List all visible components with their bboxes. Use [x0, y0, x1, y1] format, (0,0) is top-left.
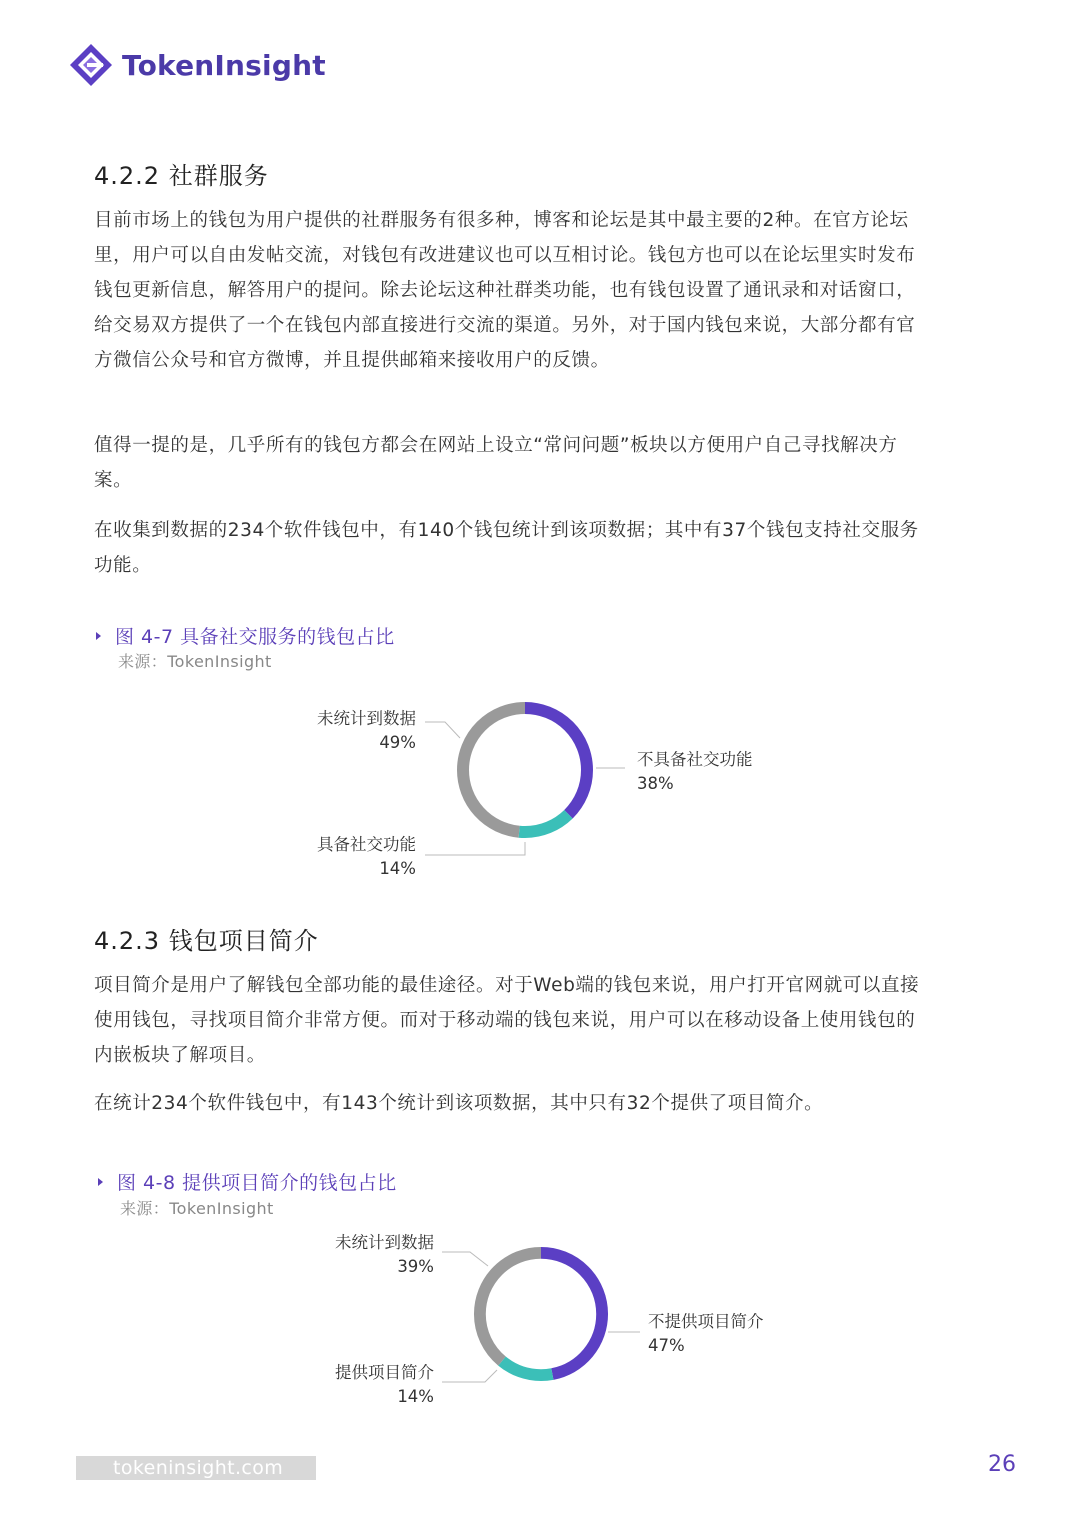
paragraph: 目前市场上的钱包为用户提供的社群服务有很多种，博客和论坛是其中最主要的2种。在官方论坛里，用户可以自由发帖交流，对钱包有改进建议也可以互相讨论。钱包方也可以在论坛里实时发布钱包更新信息，解答用户的提问。除去论坛这种社群类功能，也有钱包设置了通讯录和对话窗口，给交易双方提供了一个在钱包内部直接进行交流的渠道。另外，对于国内钱包来说，大部分都有官方微信公众号和官方微博，并且提供邮箱来接收用户的反馈。	[94, 210, 916, 371]
chart-label-pct: 49%	[379, 733, 416, 752]
leader-lines	[420, 700, 640, 870]
chart-label	[648, 1310, 764, 1358]
leader-lines	[440, 1240, 680, 1390]
chart-label-name: 未统计到数据	[335, 1233, 434, 1252]
brand-logo	[68, 42, 326, 88]
paragraph: 在统计234个软件钱包中，有143个统计到该项数据，其中只有32个提供了项目简介。	[94, 1093, 824, 1114]
section-heading: 4.2.3 钱包项目简介	[94, 927, 319, 955]
chart-label-name: 未统计到数据	[317, 709, 416, 728]
figure-title-text: 图 4-7 具备社交服务的钱包占比	[115, 626, 395, 648]
chart-label-pct: 14%	[379, 859, 416, 878]
footer-url[interactable]: tokeninsight.com	[113, 1457, 284, 1479]
chart-label-name: 不具备社交功能	[637, 750, 753, 769]
chart-label-pct: 14%	[397, 1387, 434, 1406]
figure-source: 来源：TokenInsight	[118, 652, 272, 671]
chart-label-pct: 38%	[637, 774, 674, 793]
figure-title	[96, 622, 395, 649]
figure-title-text: 图 4-8 提供项目简介的钱包占比	[117, 1172, 397, 1194]
chart-label	[637, 748, 753, 796]
section-heading: 4.2.2 社群服务	[94, 162, 269, 190]
figure-source: 来源：TokenInsight	[120, 1199, 274, 1218]
page-number: 26	[988, 1452, 1016, 1477]
bullet-triangle-icon	[96, 632, 101, 640]
chart-label-pct: 39%	[397, 1257, 434, 1276]
chart-label-name: 提供项目简介	[335, 1363, 434, 1382]
bullet-triangle-icon	[98, 1178, 103, 1186]
brand-name: TokenInsight	[122, 48, 326, 82]
chart-label	[314, 1231, 434, 1279]
chart-label-name: 具备社交功能	[317, 835, 416, 854]
paragraph: 项目简介是用户了解钱包全部功能的最佳途径。对于Web端的钱包来说，用户打开官网就可以直接使用钱包，寻找项目简介非常方便。而对于移动端的钱包来说，用户可以在移动设备上使用钱包的内嵌板块了解项目。	[94, 975, 920, 1066]
chart-label-name: 不提供项目简介	[648, 1312, 764, 1331]
figure-title	[98, 1168, 397, 1195]
chart-label	[314, 1361, 434, 1409]
chart-label	[300, 833, 416, 881]
paragraph: 值得一提的是，几乎所有的钱包方都会在网站上设立“常问问题”板块以方便用户自己寻找解决方案。	[94, 435, 898, 491]
chart-label-pct: 47%	[648, 1336, 685, 1355]
tokeninsight-logo-icon	[68, 42, 114, 88]
paragraph: 在收集到数据的234个软件钱包中，有140个钱包统计到该项数据；其中有37个钱包支持社交服务功能。	[94, 520, 919, 576]
chart-label	[300, 707, 416, 755]
